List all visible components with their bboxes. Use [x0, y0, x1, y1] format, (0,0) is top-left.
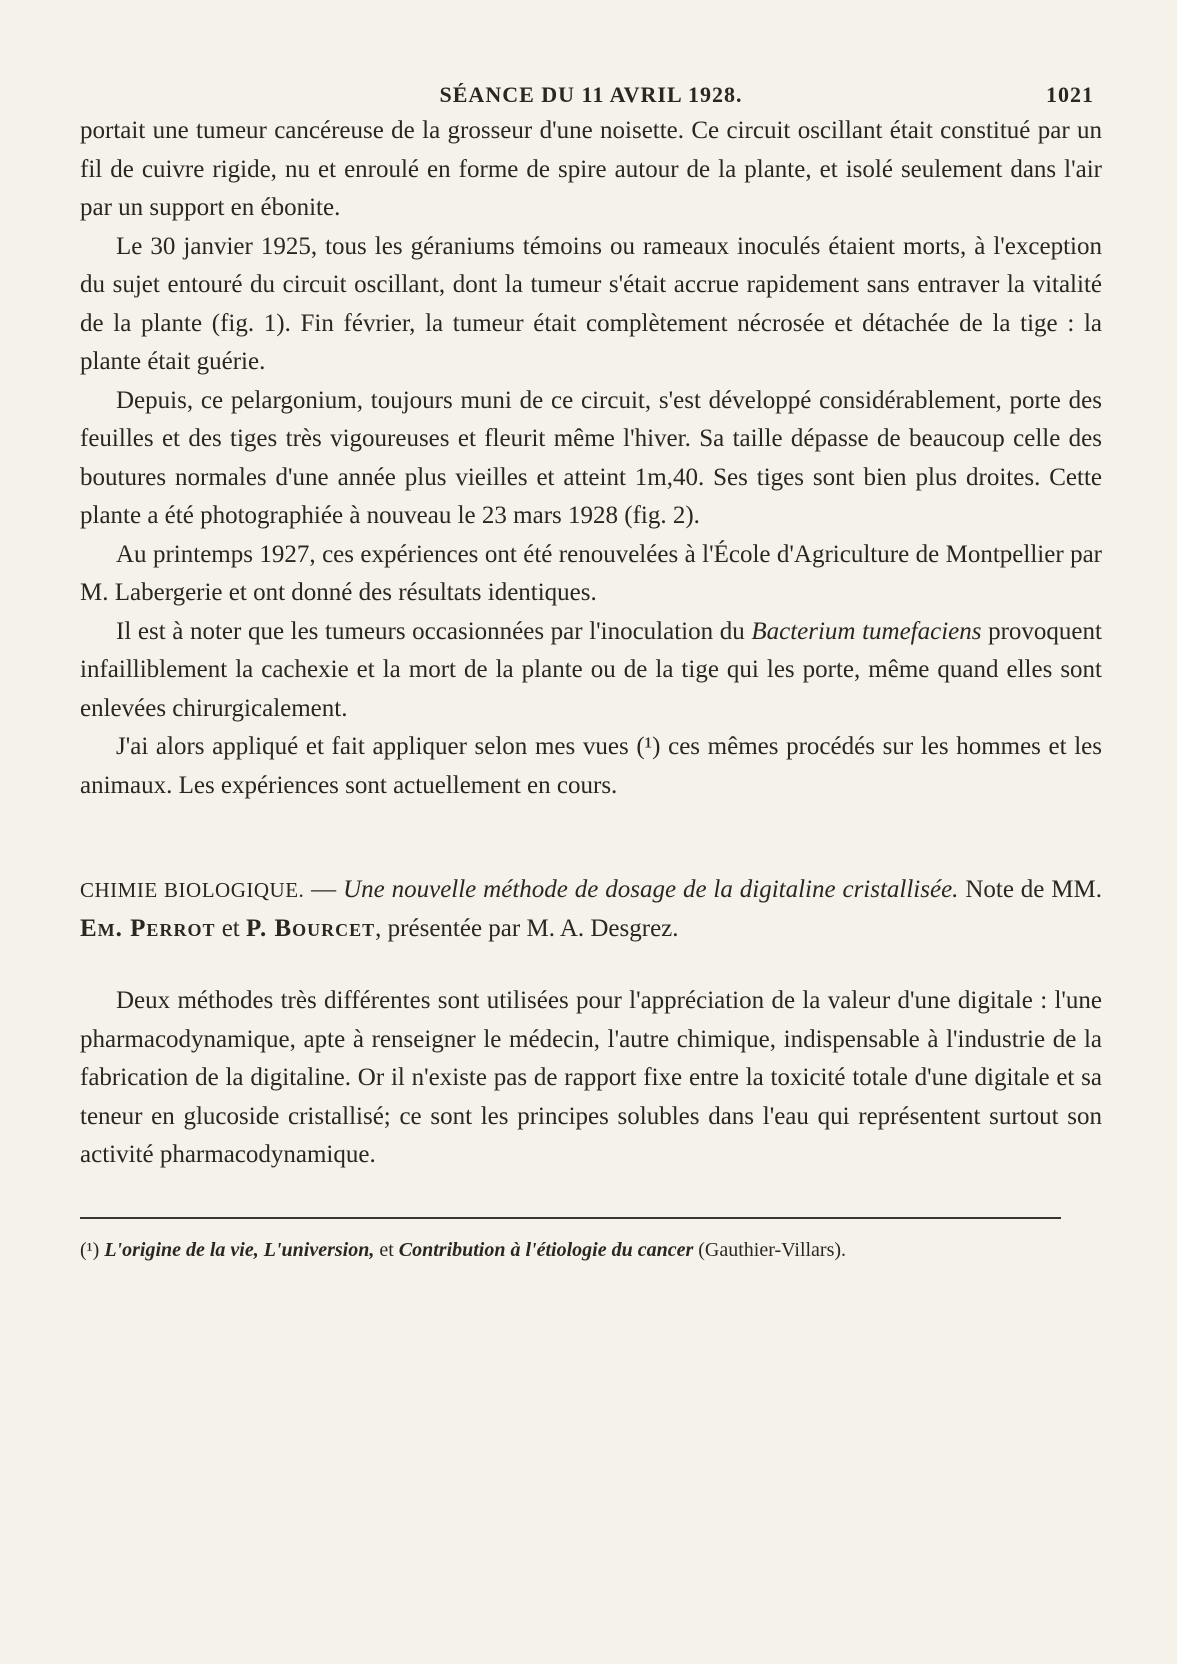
- author-connector: et: [215, 914, 246, 942]
- bacterium-text-before: Il est à noter que les tumeurs occasionnées par l'inoculation du: [116, 617, 752, 645]
- note-heading: [80, 871, 1102, 948]
- page-number: 1021: [1046, 82, 1094, 107]
- footnote-title: L'origine de la vie, L'universion,: [104, 1238, 375, 1261]
- bacterium-text-after: provoquent infailliblement la cachexie et la mort de la plante ou de la tige qui les porte, même quand elles sont enlevées chirurgicalement.: [80, 617, 1102, 722]
- section-label: CHIMIE BIOLOGIQUE.: [80, 878, 305, 902]
- presented-by: , présentée par M. A. Desgrez.: [375, 914, 679, 942]
- note-by: Note de MM.: [958, 876, 1102, 903]
- footnote-title-2: Contribution à l'étiologie du cancer: [398, 1238, 694, 1261]
- paragraph-applied: J'ai alors appliqué et fait appliquer selon mes vues (¹) ces mêmes procédés sur les hommes et les animaux. Les expériences sont actuellement en cours.: [80, 733, 1102, 799]
- note-title: Une nouvelle méthode de dosage de la digitaline cristallisée.: [343, 876, 959, 903]
- running-head: [80, 72, 1102, 112]
- article-body: [80, 112, 1102, 805]
- paragraph-january: Le 30 janvier 1925, tous les géraniums témoins ou rameaux inoculés étaient morts, à l'exception du sujet entouré du circuit oscillant, dont la tumeur s'était accrue rapidement sans entraver la vitalité de la plante (fig. 1). Fin février, la tumeur était complètement nécrosée et détachée de la tige : la plante était guérie.: [80, 232, 1102, 375]
- note-body: [80, 982, 1102, 1175]
- author-bourcet: P. Bourcet: [246, 914, 376, 942]
- paragraph-bacterium: [80, 613, 1102, 729]
- bacterium-name: Bacterium tumefaciens: [751, 617, 982, 645]
- footnote-connector: et: [374, 1238, 399, 1261]
- footnote-publisher: (Gauthier-Villars).: [693, 1238, 847, 1261]
- paragraph-spring: Au printemps 1927, ces expériences ont été renouvelées à l'École d'Agriculture de Montpellier par M. Labergerie et ont donné des résultats identiques.: [80, 540, 1102, 606]
- running-title: SÉANCE DU 11 AVRIL 1928.: [439, 82, 743, 107]
- section-gap: [80, 805, 1102, 871]
- footnote: [80, 1233, 1102, 1267]
- note-paragraph: Deux méthodes très différentes sont utilisées pour l'appréciation de la valeur d'une digitale : l'une pharmacodynamique, apte à renseigner le médecin, l'autre chimique, indispensable à l'industrie de la fabrication de la digitaline. Or il n'existe pas de rapport fixe entre la toxicité totale d'une digitale et sa teneur en glucoside cristallisé; ce sont les principes solubles dans l'eau qui représentent surtout son activité pharmacodynamique.: [80, 987, 1102, 1168]
- paragraph-continued: portait une tumeur cancéreuse de la grosseur d'une noisette. Ce circuit oscillant était constitué par un fil de cuivre rigide, nu et enroulé en forme de spire autour de la plante, et isolé seulement dans l'air par un support en ébonite.: [80, 117, 1102, 221]
- paragraph-since: Depuis, ce pelargonium, toujours muni de ce circuit, s'est développé considérablement, porte des feuilles et des tiges très vigoureuses et fleurit même l'hiver. Sa taille dépasse de beaucoup celle des boutures normales d'une année plus vieilles et atteint 1m,40. Ses tiges sont bien plus droites. Cette plante a été photographiée à nouveau le 23 mars 1928 (fig. 2).: [80, 386, 1102, 529]
- author-perrot: Em. Perrot: [80, 914, 216, 942]
- heading-dash: —: [304, 876, 344, 903]
- footnote-marker: (¹): [80, 1238, 105, 1261]
- heading-gap: [80, 948, 1102, 982]
- footnote-rule: [80, 1217, 1061, 1219]
